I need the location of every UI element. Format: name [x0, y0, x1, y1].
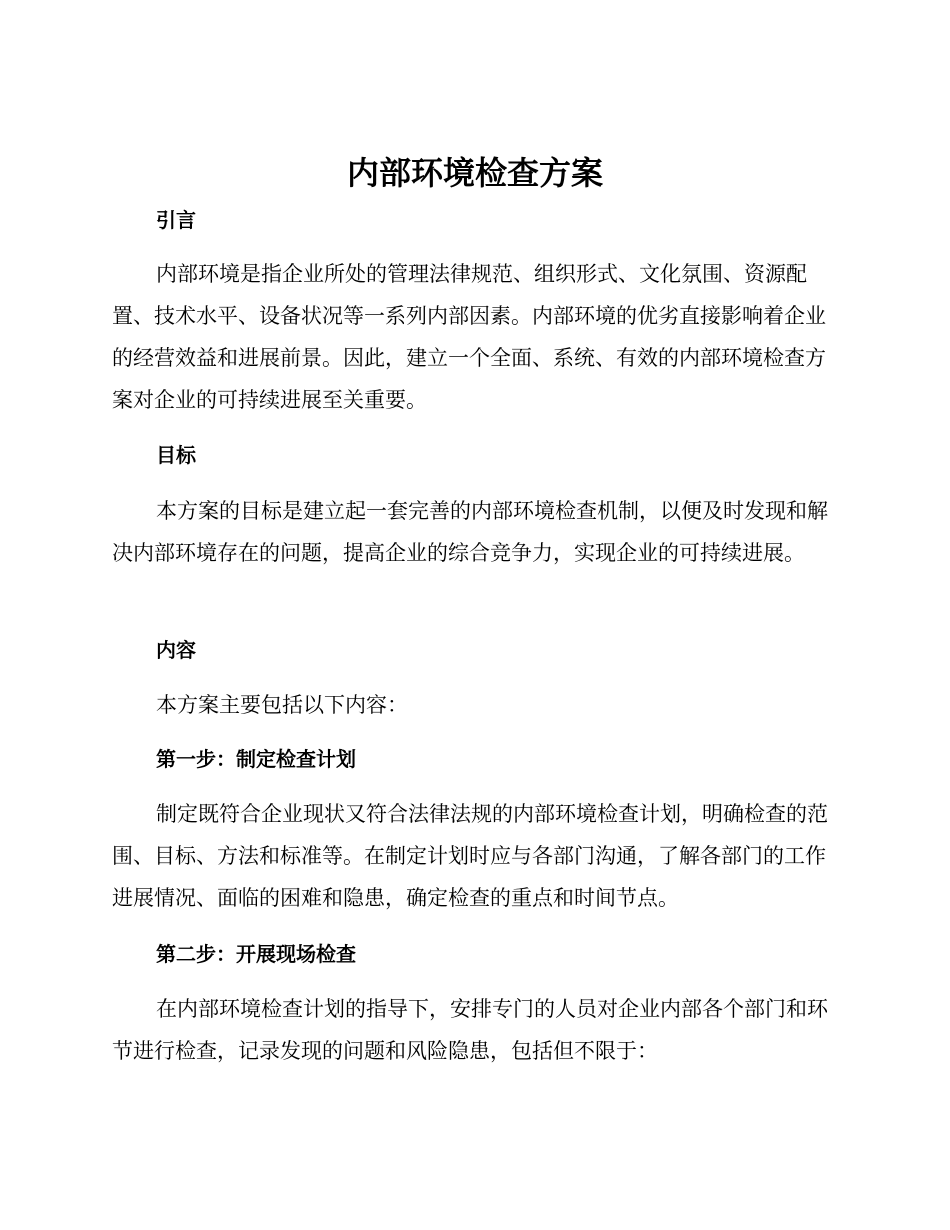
section-paragraph-content: 本方案主要包括以下内容： — [156, 693, 408, 717]
section-heading-step-two: 第二步：开展现场检查 — [156, 942, 356, 966]
section-heading-introduction: 引言 — [156, 208, 196, 232]
section-paragraph-step-two: 在内部环境检查计划的指导下，安排专门的人员对企业内部各个部门和环节进行检查，记录发现的问题和风险隐患，包括但不限于： — [112, 997, 828, 1063]
section-heading-step-one: 第一步：制定检查计划 — [156, 747, 356, 771]
document-title: 内部环境检查方案 — [346, 154, 603, 192]
section-paragraph-step-one: 制定既符合企业现状又符合法律法规的内部环境检查计划，明确检查的范围、目标、方法和标准等。在制定计划时应与各部门沟通，了解各部门的工作进展情况、面临的困难和隐患，确定检查的重点和时间节点。 — [112, 802, 828, 910]
section-heading-content: 内容 — [156, 638, 196, 662]
section-heading-goal: 目标 — [156, 443, 196, 467]
section-paragraph-introduction: 内部环境是指企业所处的管理法律规范、组织形式、文化氛围、资源配置、技术水平、设备状况等一系列内部因素。内部环境的优劣直接影响着企业的经营效益和进展前景。因此，建立一个全面、系统、有效的内部环境检查方案对企业的可持续进展至关重要。 — [112, 262, 826, 412]
section-paragraph-goal: 本方案的目标是建立起一套完善的内部环境检查机制，以便及时发现和解决内部环境存在的问题，提高企业的综合竞争力，实现企业的可持续进展。 — [112, 499, 828, 565]
